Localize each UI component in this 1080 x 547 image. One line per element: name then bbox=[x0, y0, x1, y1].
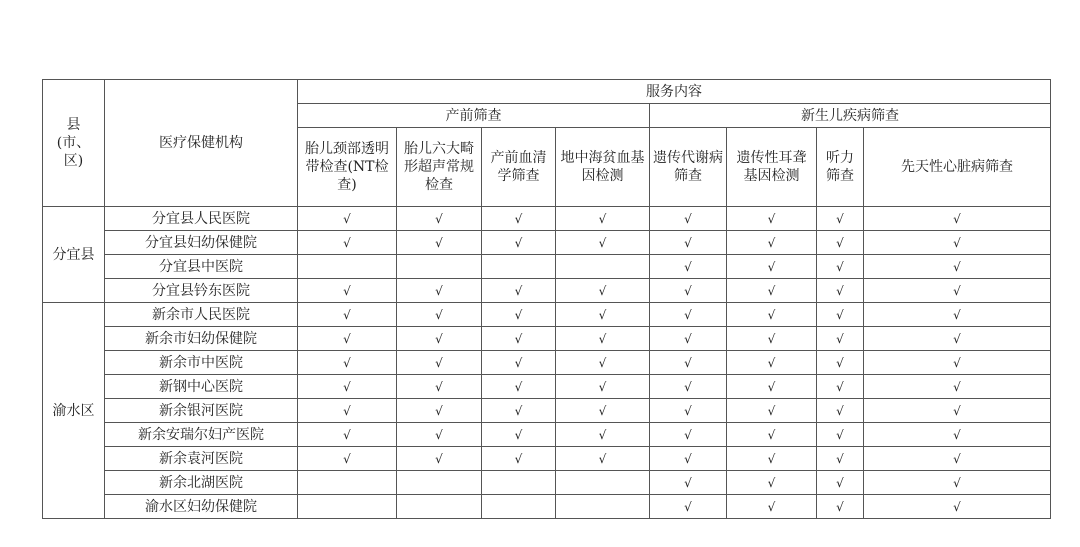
institution-name-cell: 新余银河医院 bbox=[105, 399, 298, 423]
table-body bbox=[43, 207, 1051, 519]
check-mark-cell: √ bbox=[727, 279, 817, 303]
check-mark-cell: √ bbox=[298, 447, 397, 471]
check-mark-cell: √ bbox=[298, 327, 397, 351]
check-mark-cell: √ bbox=[650, 303, 727, 327]
empty-cell bbox=[397, 495, 482, 519]
check-mark-cell: √ bbox=[864, 303, 1051, 327]
check-mark-cell: √ bbox=[482, 399, 556, 423]
table-row bbox=[43, 351, 1051, 375]
check-mark-cell: √ bbox=[817, 327, 864, 351]
col-header-hearing bbox=[817, 128, 864, 207]
check-mark-cell: √ bbox=[864, 375, 1051, 399]
check-mark-cell: √ bbox=[864, 351, 1051, 375]
check-mark-cell: √ bbox=[864, 423, 1051, 447]
check-mark-cell: √ bbox=[817, 207, 864, 231]
empty-cell bbox=[556, 495, 650, 519]
table-row bbox=[43, 255, 1051, 279]
check-mark-cell: √ bbox=[556, 303, 650, 327]
check-mark-cell: √ bbox=[298, 279, 397, 303]
check-mark-cell: √ bbox=[727, 375, 817, 399]
check-mark-cell: √ bbox=[817, 351, 864, 375]
check-mark-cell: √ bbox=[817, 375, 864, 399]
institution-name-cell: 新余北湖医院 bbox=[105, 471, 298, 495]
check-mark-cell: √ bbox=[864, 447, 1051, 471]
table-row bbox=[43, 231, 1051, 255]
check-mark-cell: √ bbox=[864, 255, 1051, 279]
check-mark-cell: √ bbox=[482, 207, 556, 231]
check-mark-cell: √ bbox=[727, 423, 817, 447]
table-row bbox=[43, 303, 1051, 327]
table-row bbox=[43, 447, 1051, 471]
check-mark-cell: √ bbox=[727, 303, 817, 327]
col-header-deafness-gene-text: 遗传性耳聋基因检测 bbox=[736, 150, 807, 184]
check-mark-cell: √ bbox=[650, 279, 727, 303]
col-header-heart bbox=[864, 128, 1051, 207]
col-header-ultrasound bbox=[397, 128, 482, 207]
county-header-text: 县(市、区) bbox=[56, 117, 91, 169]
col-header-thalassemia-text: 地中海贫血基因检测 bbox=[560, 150, 645, 184]
check-mark-cell: √ bbox=[864, 471, 1051, 495]
table-row bbox=[43, 495, 1051, 519]
empty-cell bbox=[556, 471, 650, 495]
empty-cell bbox=[482, 471, 556, 495]
col-header-serum-text: 产前血清学筛查 bbox=[490, 150, 547, 184]
check-mark-cell: √ bbox=[727, 207, 817, 231]
screening-services-table bbox=[42, 79, 1051, 519]
institution-name-cell: 分宜县钤东医院 bbox=[105, 279, 298, 303]
check-mark-cell: √ bbox=[556, 423, 650, 447]
county-cell: 分宜县 bbox=[43, 207, 105, 303]
check-mark-cell: √ bbox=[556, 375, 650, 399]
check-mark-cell: √ bbox=[650, 399, 727, 423]
check-mark-cell: √ bbox=[556, 447, 650, 471]
col-header-nt-text: 胎儿颈部透明带检查(NT检查) bbox=[305, 141, 389, 193]
check-mark-cell: √ bbox=[817, 471, 864, 495]
check-mark-cell: √ bbox=[298, 375, 397, 399]
check-mark-cell: √ bbox=[397, 423, 482, 447]
check-mark-cell: √ bbox=[482, 231, 556, 255]
check-mark-cell: √ bbox=[298, 207, 397, 231]
col-header-metabolic-text: 遗传代谢病筛查 bbox=[653, 150, 723, 184]
check-mark-cell: √ bbox=[482, 447, 556, 471]
check-mark-cell: √ bbox=[556, 207, 650, 231]
check-mark-cell: √ bbox=[556, 231, 650, 255]
institution-name-cell: 新余市人民医院 bbox=[105, 303, 298, 327]
check-mark-cell: √ bbox=[556, 351, 650, 375]
check-mark-cell: √ bbox=[482, 423, 556, 447]
check-mark-cell: √ bbox=[397, 327, 482, 351]
table-row bbox=[43, 207, 1051, 231]
check-mark-cell: √ bbox=[727, 447, 817, 471]
service-content-header-text: 服务内容 bbox=[646, 83, 702, 100]
institution-name-cell: 新余袁河医院 bbox=[105, 447, 298, 471]
institution-name-cell: 新余市妇幼保健院 bbox=[105, 327, 298, 351]
check-mark-cell: √ bbox=[727, 327, 817, 351]
col-header-deafness-gene bbox=[727, 128, 817, 207]
check-mark-cell: √ bbox=[817, 447, 864, 471]
county-cell: 渝水区 bbox=[43, 303, 105, 519]
table-row bbox=[43, 375, 1051, 399]
institution-name-cell: 渝水区妇幼保健院 bbox=[105, 495, 298, 519]
institution-name-cell: 新钢中心医院 bbox=[105, 375, 298, 399]
check-mark-cell: √ bbox=[864, 207, 1051, 231]
check-mark-cell: √ bbox=[650, 207, 727, 231]
check-mark-cell: √ bbox=[817, 231, 864, 255]
check-mark-cell: √ bbox=[482, 351, 556, 375]
check-mark-cell: √ bbox=[397, 399, 482, 423]
check-mark-cell: √ bbox=[397, 303, 482, 327]
check-mark-cell: √ bbox=[397, 375, 482, 399]
check-mark-cell: √ bbox=[817, 303, 864, 327]
check-mark-cell: √ bbox=[482, 375, 556, 399]
check-mark-cell: √ bbox=[298, 351, 397, 375]
check-mark-cell: √ bbox=[482, 279, 556, 303]
check-mark-cell: √ bbox=[397, 207, 482, 231]
col-header-hearing-text: 听力筛查 bbox=[826, 150, 854, 184]
col-header-serum bbox=[482, 128, 556, 207]
institution-name-cell: 分宜县中医院 bbox=[105, 255, 298, 279]
check-mark-cell: √ bbox=[817, 423, 864, 447]
check-mark-cell: √ bbox=[650, 423, 727, 447]
check-mark-cell: √ bbox=[864, 279, 1051, 303]
check-mark-cell: √ bbox=[556, 399, 650, 423]
check-mark-cell: √ bbox=[397, 231, 482, 255]
check-mark-cell: √ bbox=[650, 255, 727, 279]
check-mark-cell: √ bbox=[817, 279, 864, 303]
check-mark-cell: √ bbox=[482, 303, 556, 327]
check-mark-cell: √ bbox=[650, 375, 727, 399]
check-mark-cell: √ bbox=[298, 231, 397, 255]
empty-cell bbox=[482, 255, 556, 279]
col-header-ultrasound-text: 胎儿六大畸形超声常规检查 bbox=[404, 141, 474, 193]
table-row bbox=[43, 327, 1051, 351]
check-mark-cell: √ bbox=[817, 495, 864, 519]
check-mark-cell: √ bbox=[397, 279, 482, 303]
check-mark-cell: √ bbox=[727, 471, 817, 495]
institution-name-cell: 分宜县人民医院 bbox=[105, 207, 298, 231]
check-mark-cell: √ bbox=[650, 351, 727, 375]
check-mark-cell: √ bbox=[556, 327, 650, 351]
col-header-thalassemia bbox=[556, 128, 650, 207]
check-mark-cell: √ bbox=[864, 327, 1051, 351]
check-mark-cell: √ bbox=[817, 255, 864, 279]
table-row bbox=[43, 471, 1051, 495]
institution-name-cell: 分宜县妇幼保健院 bbox=[105, 231, 298, 255]
check-mark-cell: √ bbox=[864, 495, 1051, 519]
empty-cell bbox=[298, 255, 397, 279]
check-mark-cell: √ bbox=[817, 399, 864, 423]
table-row bbox=[43, 399, 1051, 423]
check-mark-cell: √ bbox=[298, 423, 397, 447]
check-mark-cell: √ bbox=[864, 399, 1051, 423]
institution-name-cell: 新余市中医院 bbox=[105, 351, 298, 375]
table-row bbox=[43, 423, 1051, 447]
newborn-header bbox=[650, 104, 1051, 128]
empty-cell bbox=[298, 471, 397, 495]
empty-cell bbox=[397, 471, 482, 495]
table-row bbox=[43, 279, 1051, 303]
check-mark-cell: √ bbox=[864, 231, 1051, 255]
check-mark-cell: √ bbox=[650, 231, 727, 255]
check-mark-cell: √ bbox=[727, 399, 817, 423]
col-header-metabolic bbox=[650, 128, 727, 207]
check-mark-cell: √ bbox=[650, 495, 727, 519]
check-mark-cell: √ bbox=[298, 399, 397, 423]
check-mark-cell: √ bbox=[727, 495, 817, 519]
county-header bbox=[43, 80, 105, 207]
prenatal-header bbox=[298, 104, 650, 128]
check-mark-cell: √ bbox=[482, 327, 556, 351]
newborn-header-text: 新生儿疾病筛查 bbox=[801, 107, 899, 124]
empty-cell bbox=[298, 495, 397, 519]
prenatal-header-text: 产前筛查 bbox=[445, 107, 502, 124]
service-content-header bbox=[298, 80, 1051, 104]
check-mark-cell: √ bbox=[556, 279, 650, 303]
check-mark-cell: √ bbox=[727, 351, 817, 375]
check-mark-cell: √ bbox=[397, 351, 482, 375]
check-mark-cell: √ bbox=[650, 471, 727, 495]
check-mark-cell: √ bbox=[650, 327, 727, 351]
col-header-nt bbox=[298, 128, 397, 207]
empty-cell bbox=[397, 255, 482, 279]
check-mark-cell: √ bbox=[397, 447, 482, 471]
check-mark-cell: √ bbox=[727, 231, 817, 255]
institution-header bbox=[105, 80, 298, 207]
check-mark-cell: √ bbox=[650, 447, 727, 471]
col-header-heart-text: 先天性心脏病筛查 bbox=[901, 159, 1013, 175]
institution-header-text: 医疗保健机构 bbox=[159, 135, 243, 151]
check-mark-cell: √ bbox=[298, 303, 397, 327]
check-mark-cell: √ bbox=[727, 255, 817, 279]
empty-cell bbox=[556, 255, 650, 279]
empty-cell bbox=[482, 495, 556, 519]
institution-name-cell: 新余安瑞尔妇产医院 bbox=[105, 423, 298, 447]
